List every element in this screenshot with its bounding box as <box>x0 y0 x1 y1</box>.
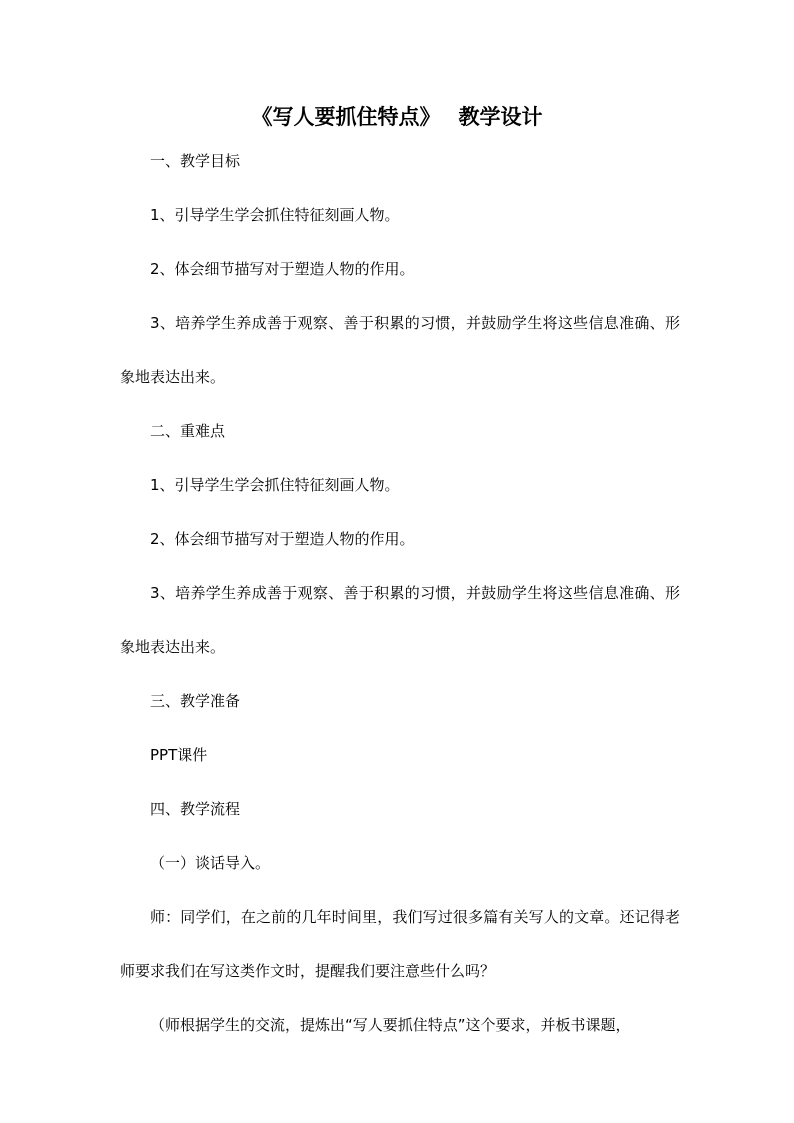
goal-item-1: 1、引导学生学会抓住特征刻画人物。 <box>150 206 400 224</box>
key-point-item-1: 1、引导学生学会抓住特征刻画人物。 <box>150 476 400 494</box>
teacher-note: （师根据学生的交流，提炼出“写人要抓住特点”这个要求，并板书课题， <box>150 1016 631 1034</box>
procedure-step-intro: （一）谈话导入。 <box>150 854 271 872</box>
document-title <box>0 102 794 132</box>
preparation-item: PPT课件 <box>150 746 208 764</box>
key-point-item-3: 3、培养学生养成善于观察、善于积累的习惯，并鼓励学生将这些信息准确、形象地表达出来。 <box>120 584 680 656</box>
teacher-dialogue: 师：同学们，在之前的几年时间里，我们写过很多篇有关写人的文章。还记得老师要求我们在写这类作文时，提醒我们要注意些什么吗？ <box>120 908 680 980</box>
document-body <box>120 134 680 1052</box>
goal-item-2: 2、体会细节描写对于塑造人物的作用。 <box>150 260 415 278</box>
heading-preparation: 三、教学准备 <box>150 692 241 710</box>
heading-teaching-goals: 一、教学目标 <box>150 152 241 170</box>
title-book-name: 《写人要抓住特点》 <box>251 105 441 129</box>
key-point-item-2: 2、体会细节描写对于塑造人物的作用。 <box>150 530 415 548</box>
heading-key-points: 二、重难点 <box>150 422 226 440</box>
heading-procedure: 四、教学流程 <box>150 800 241 818</box>
goal-item-3: 3、培养学生养成善于观察、善于积累的习惯，并鼓励学生将这些信息准确、形象地表达出来。 <box>120 314 680 386</box>
title-suffix: 教学设计 <box>458 105 543 129</box>
